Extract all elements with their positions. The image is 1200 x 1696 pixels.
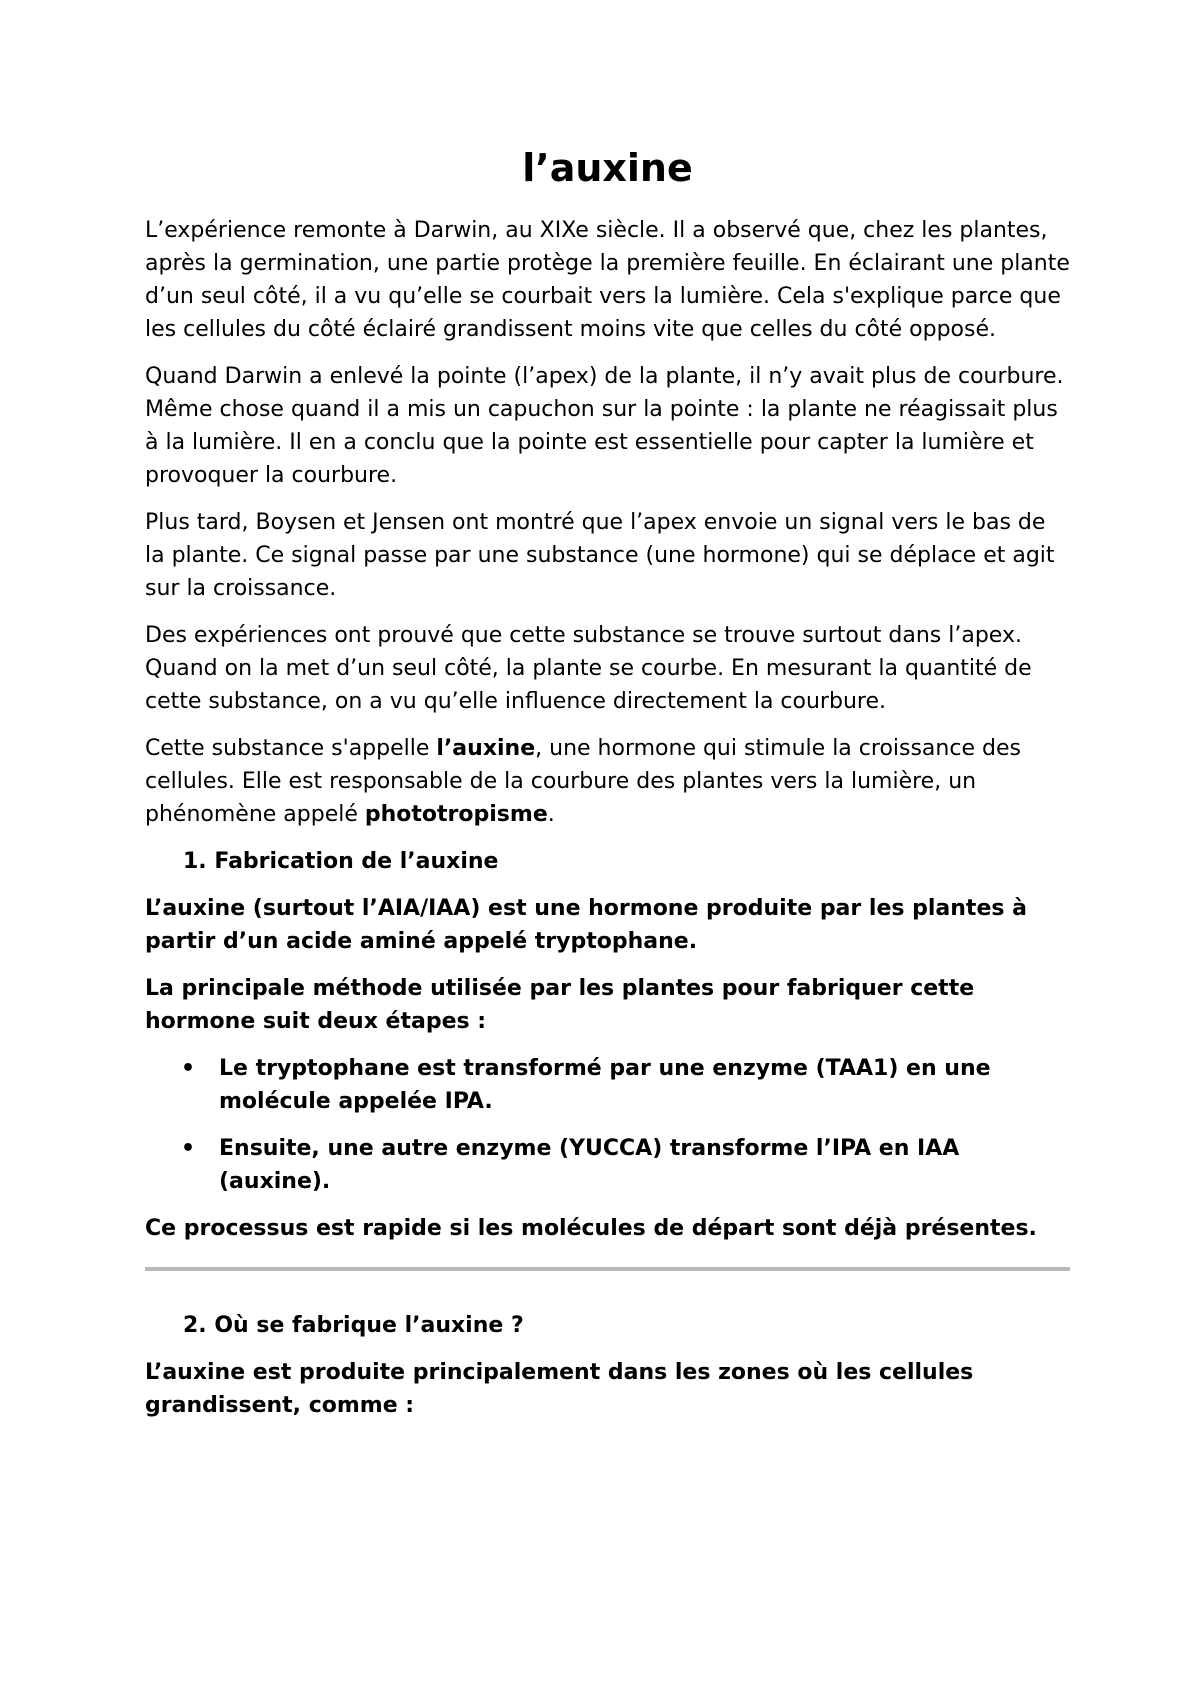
section-1-paragraph-3: Ce processus est rapide si les molécules de départ sont déjà présentes. <box>145 1216 1037 1241</box>
intro-paragraph-2: Quand Darwin a enlevé la pointe (l’apex) de la plante, il n’y avait plus de courbure. Même chose quand il a mis un capuchon sur la pointe : la plante ne réagissait plus à la lumière. Il en a conclu que la pointe est essentielle pour capter la lumière et provoquer la courbure. <box>145 364 1064 488</box>
conclusion-text-3: . <box>547 802 555 827</box>
section-2-paragraph-1: L’auxine est produite principalement dans les zones où les cellules grandissent, comme : <box>145 1360 974 1418</box>
phototropisme-term: phototropisme <box>364 802 548 827</box>
bullet-icon: • <box>181 1056 196 1081</box>
auxine-term: l’auxine <box>436 736 536 761</box>
section-1-paragraph-1: L’auxine (surtout l’AIA/IAA) est une hormone produite par les plantes à partir d’un acide aminé appelé tryptophane. <box>145 896 1027 954</box>
bullet-icon: • <box>181 1136 196 1161</box>
section-1-heading: 1. Fabrication de l’auxine <box>183 849 499 874</box>
section-2-heading: 2. Où se fabrique l’auxine ? <box>183 1313 524 1338</box>
section-1-bullet-list <box>145 1052 1070 1198</box>
list-item <box>181 1052 1070 1118</box>
conclusion-text-1: Cette substance s'appelle <box>145 736 437 761</box>
page-title: l’auxine <box>522 146 693 190</box>
section-1-paragraph-2: La principale méthode utilisée par les plantes pour fabriquer cette hormone suit deux étapes : <box>145 976 975 1034</box>
list-item-text: Ensuite, une autre enzyme (YUCCA) transforme l’IPA en IAA (auxine). <box>219 1136 960 1194</box>
conclusion-paragraph <box>145 732 1070 831</box>
list-item <box>181 1132 1070 1198</box>
document-page <box>145 140 1070 1436</box>
intro-paragraph-3: Plus tard, Boysen et Jensen ont montré que l’apex envoie un signal vers le bas de la plante. Ce signal passe par une substance (une hormone) qui se déplace et agit sur la croissance. <box>145 510 1055 601</box>
conclusion-text-2: , une hormone qui stimule la croissance des cellules. Elle est responsable de la courbure des plantes vers la lumière, un phénomène appelé <box>145 736 1021 827</box>
intro-paragraph-4: Des expériences ont prouvé que cette substance se trouve surtout dans l’apex. Quand on la met d’un seul côté, la plante se courbe. En mesurant la quantité de cette substance, on a vu qu’elle influence directement la courbure. <box>145 623 1032 714</box>
section-divider <box>145 1267 1070 1271</box>
list-item-text: Le tryptophane est transformé par une enzyme (TAA1) en une molécule appelée IPA. <box>219 1056 991 1114</box>
intro-paragraph-1: L’expérience remonte à Darwin, au XIXe siècle. Il a observé que, chez les plantes, après la germination, une partie protège la première feuille. En éclairant une plante d’un seul côté, il a vu qu’elle se courbait vers la lumière. Cela s'explique parce que les cellules du côté éclairé grandissent moins vite que celles du côté opposé. <box>145 218 1070 342</box>
